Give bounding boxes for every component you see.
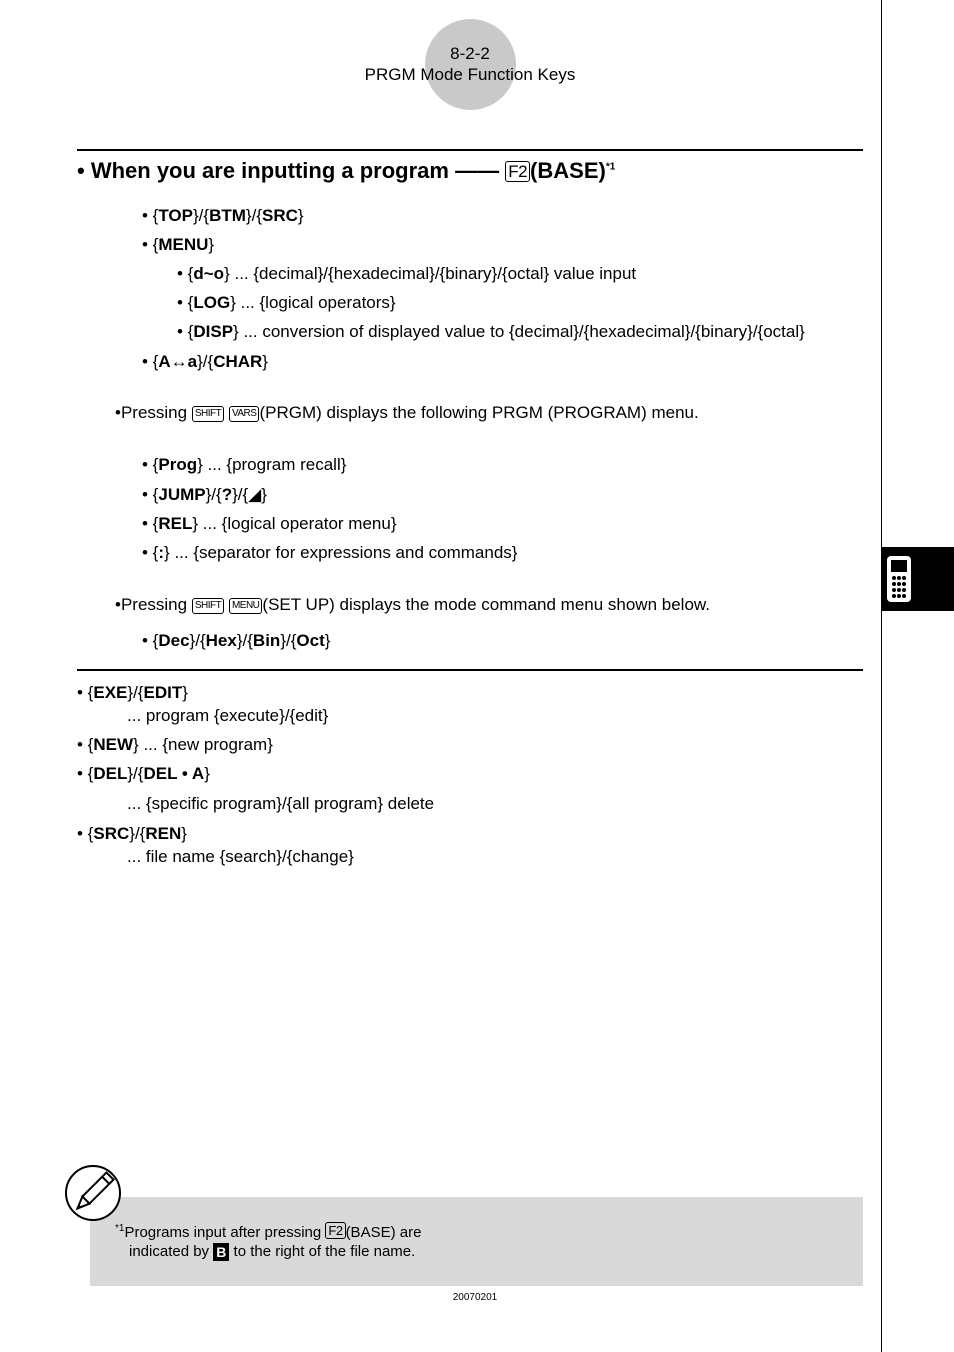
list-item: • {d~o} ... {decimal}/{hexadecimal}/{binary}/{octal} value input [177, 264, 637, 283]
list-item: • {REL} ... {logical operator menu} [142, 514, 397, 533]
shift-key: SHIFT [192, 406, 224, 422]
footnote-mark: *1 [605, 161, 616, 173]
list-desc: ... file name {search}/{change} [127, 847, 354, 866]
list-item: • {DISP} ... conversion of displayed value to {decimal}/{hexadecimal}/{binary}/{octal} [177, 322, 805, 341]
list-item: • {A↔a}/{CHAR} [142, 352, 268, 371]
prgm-note: •Pressing SHIFT VARS (PRGM) displays the following PRGM (PROGRAM) menu. [115, 403, 699, 422]
heading-text: When you are inputting a program —— [90, 158, 500, 183]
f2-key: F2 [505, 161, 530, 182]
list-desc: ... {specific program}/{all program} delete [127, 794, 435, 813]
list-item: • {JUMP}/{?}/{◢} [142, 485, 267, 504]
shift-key: SHIFT [192, 598, 224, 614]
vars-key: VARS [229, 406, 260, 422]
base-badge: B [213, 1243, 229, 1261]
list-item: • {:} ... {separator for expressions and commands} [142, 543, 518, 562]
list-item: • {Dec}/{Hex}/{Bin}/{Oct} [142, 631, 331, 650]
list-item: • {EXE}/{EDIT} [77, 683, 188, 702]
section-heading [77, 158, 615, 184]
bullet: • [77, 158, 85, 183]
note-box [90, 1197, 863, 1286]
page-edge-line [881, 0, 882, 1352]
menu-key: MENU [229, 598, 262, 614]
f2-key: F2 [325, 1222, 345, 1239]
list-item: • {DEL}/{DEL • A} [77, 764, 210, 783]
heading-suffix: (BASE) [530, 158, 606, 183]
list-item: • {MENU} [142, 235, 215, 254]
divider-bottom [77, 669, 863, 671]
list-item: • {Prog} ... {program recall} [142, 455, 347, 474]
chapter-tab[interactable] [882, 547, 954, 611]
list-item: • {LOG} ... {logical operators} [177, 293, 396, 312]
section-title: PRGM Mode Function Keys [364, 65, 576, 84]
divider-top [77, 149, 863, 151]
list-desc: ... program {execute}/{edit} [127, 706, 329, 725]
page-number: 8-2-2 [450, 44, 490, 63]
note-line-2: indicated by B to the right of the file name. [129, 1243, 416, 1260]
note-line-1: $^{*1}$Programs input after pressing F2 (BASE) are [115, 1223, 422, 1241]
list-item: • {NEW} ... {new program} [77, 735, 273, 754]
calculator-icon [886, 555, 912, 603]
pencil-icon [63, 1163, 123, 1223]
list-item: • {SRC}/{REN} [77, 824, 187, 843]
footer-code: 20070201 [452, 1292, 498, 1303]
setup-note: •Pressing SHIFT MENU (SET UP) displays the mode command menu shown below. [115, 595, 710, 614]
list-item: • {TOP}/{BTM}/{SRC} [142, 206, 304, 225]
